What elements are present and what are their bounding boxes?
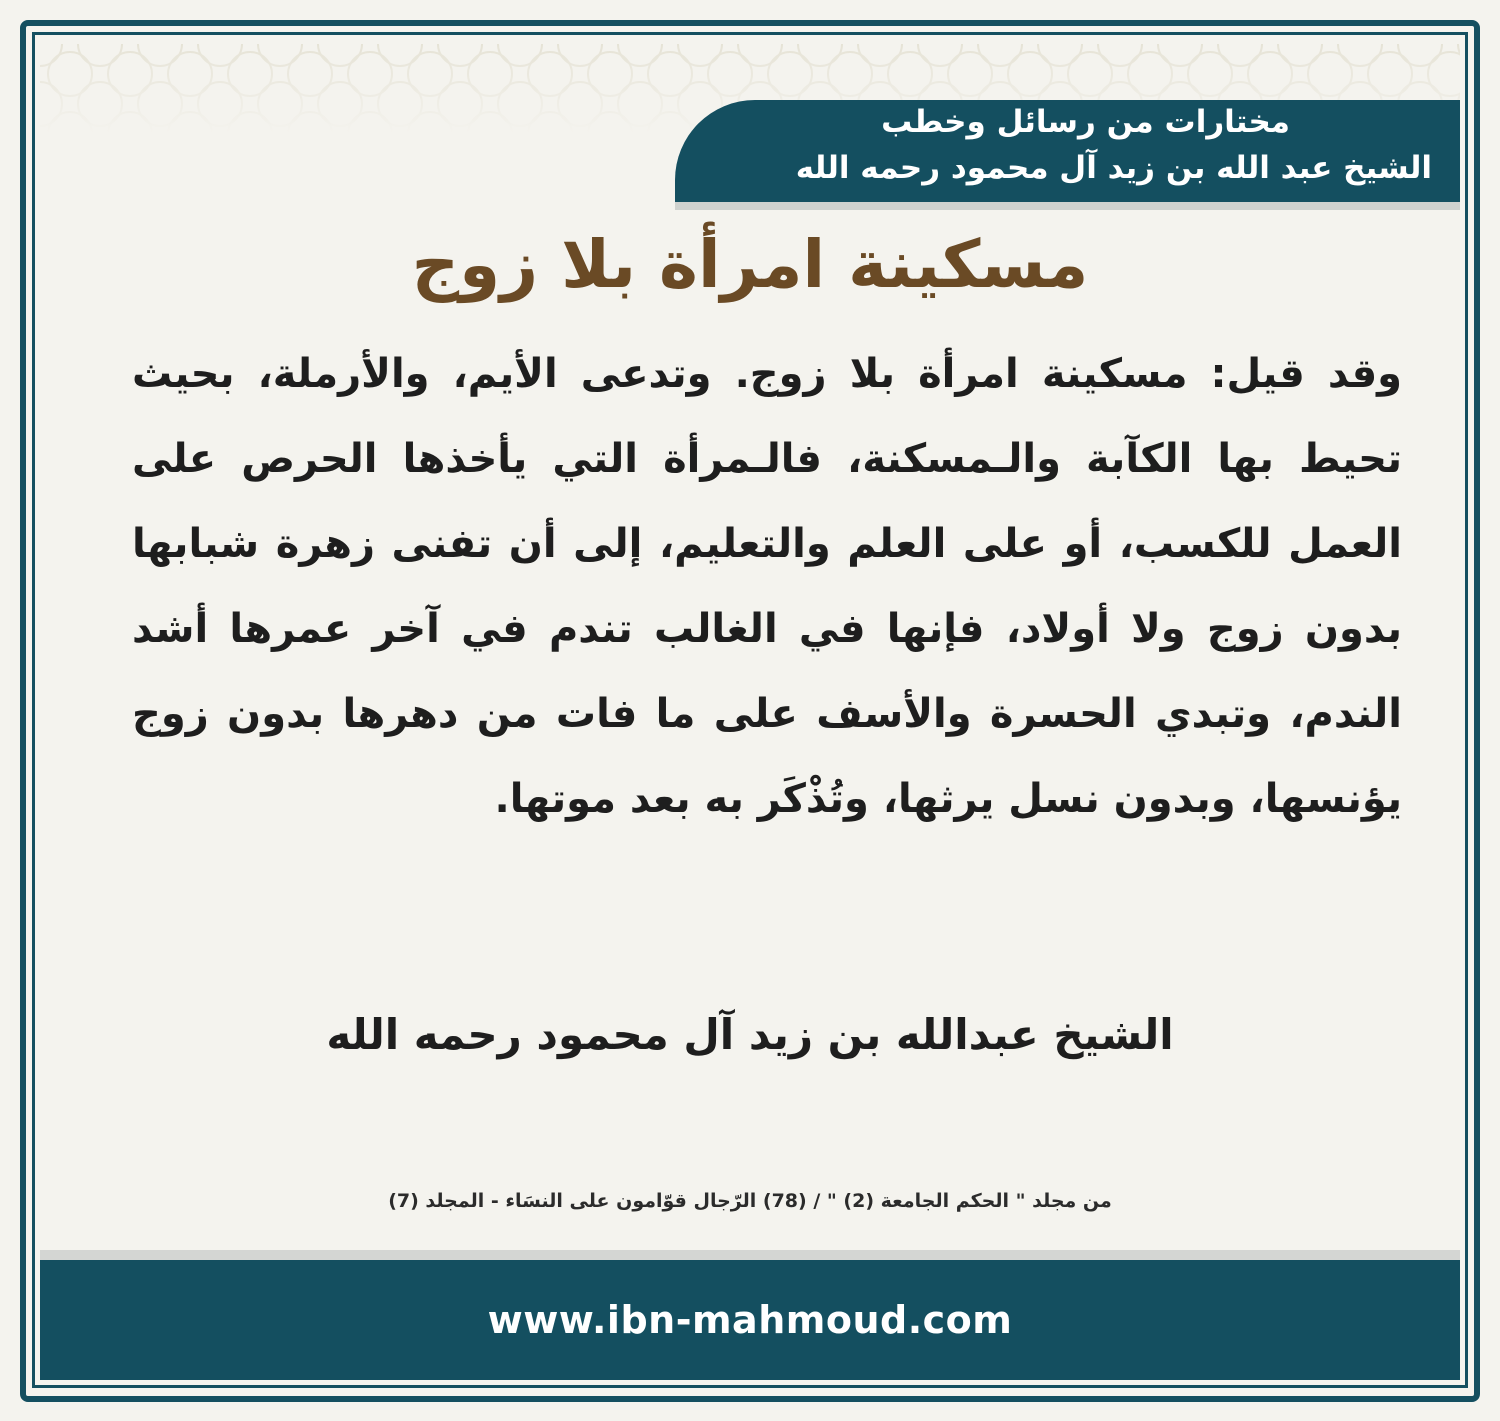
header-author: الشيخ عبد الله بن زيد آل محمود رحمه الله: [795, 150, 1432, 186]
footer-bar: [40, 1260, 1460, 1380]
page-title: مسكينة امرأة بلا زوج: [411, 226, 1089, 303]
header-banner: [675, 100, 1460, 202]
website-link[interactable]: www.ibn-mahmoud.com: [487, 1298, 1013, 1342]
author-signature: الشيخ عبدالله بن زيد آل محمود رحمه الله: [326, 1010, 1174, 1059]
footer-divider: [40, 1250, 1460, 1260]
source-citation: من مجلد " الحكم الجامعة (2) " / (78) الرّجال قوّامون على النسَاء - المجلد (7): [388, 1190, 1112, 1212]
header-subtitle: مختارات من رسائل وخطب: [881, 104, 1290, 140]
quote-body: وقد قيل: مسكينة امرأة بلا زوج. وتدعى الأيم، والأرملة، بحيث تحيط بها الكآبة والـمسكنة، فالـمرأة التي يأخذها الحرص على العمل للكسب، أو على العلم والتعليم، إلى أن تفنى زهرة شبابها بدون زوج ولا أولاد، فإنها في الغالب تندم في آخر عمرها أشد الندم، وتبدي الحسرة والأسف على ما فات من دهرها بدون زوج يؤنسها، وبدون نسل يرثها، وتُذْكَر به بعد موتها.: [132, 351, 1402, 822]
